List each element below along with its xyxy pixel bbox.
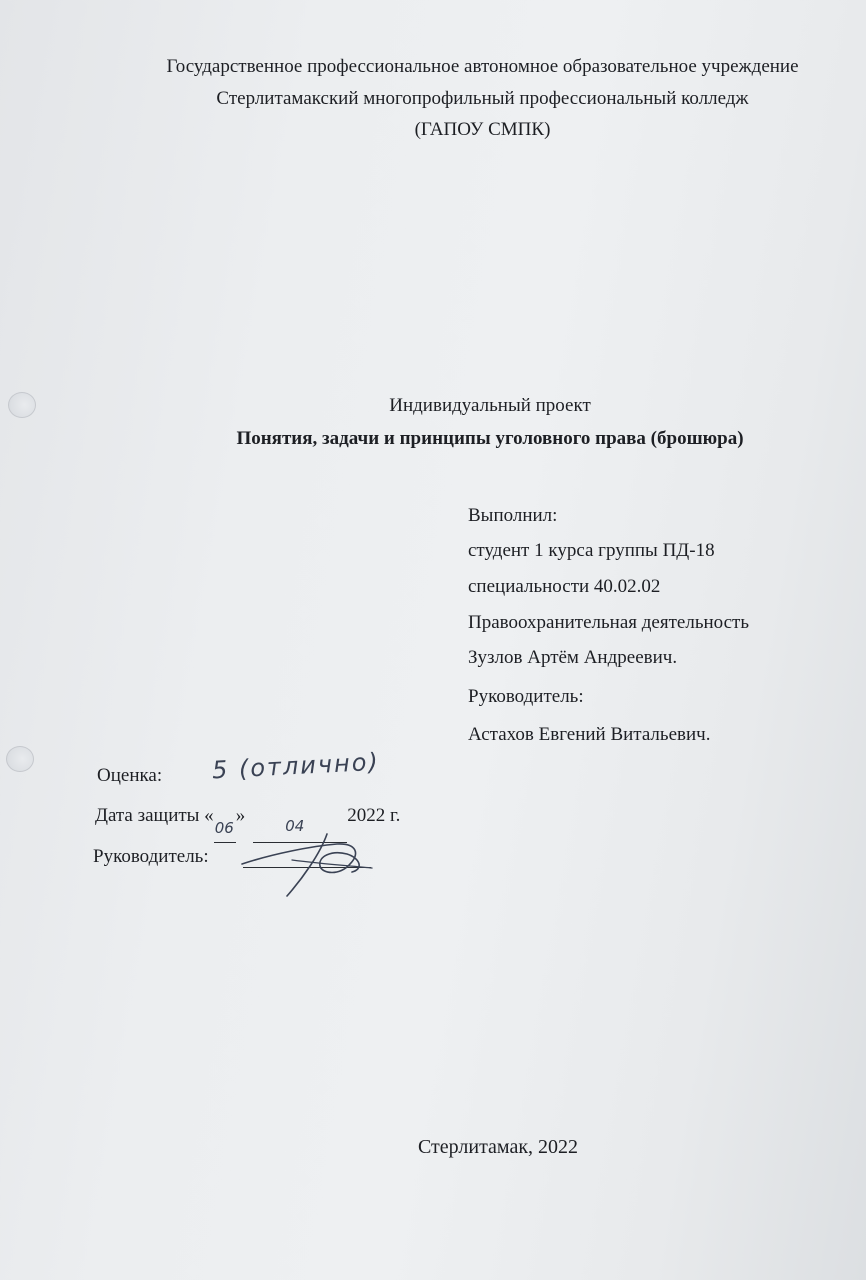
defense-month-handwritten: 04 [285,817,305,835]
defense-date-mid: » [235,805,246,826]
college-name: Стерлитамакский многопрофильный профессиональный колледж [216,88,749,109]
signature-supervisor-label: Руководитель: [93,846,209,867]
student-course-group: студент 1 курса группы ПД-18 [468,540,715,561]
project-title: Понятия, задачи и принципы уголовного права (брошюра) [236,428,744,449]
grade-label: Оценка: [97,765,163,786]
student-name: Зузлов Артём Андреевич. [468,647,678,668]
city-year: Стерлитамак, 2022 [417,1136,579,1158]
defense-date-prefix: Дата защиты « [95,805,214,826]
supervisor-name: Астахов Евгений Витальевич. [468,724,711,745]
institution-name: Государственное профессиональное автономное образовательное учреждение [166,56,799,77]
grade-handwritten: 5 (отлично) [211,747,381,785]
punch-hole-top [8,392,36,418]
project-type: Индивидуальный проект [389,395,591,416]
punch-hole-bottom [6,746,34,772]
specialty-code: специальности 40.02.02 [468,576,661,597]
performed-label: Выполнил: [468,505,558,526]
college-abbreviation: (ГАПОУ СМПК) [414,119,551,140]
defense-day-handwritten: 06 [214,819,234,837]
supervisor-signature [232,824,392,904]
defense-year: 2022 г. [347,805,401,826]
supervisor-label: Руководитель: [468,686,584,707]
specialty-name: Правоохранительная деятельность [468,612,750,633]
